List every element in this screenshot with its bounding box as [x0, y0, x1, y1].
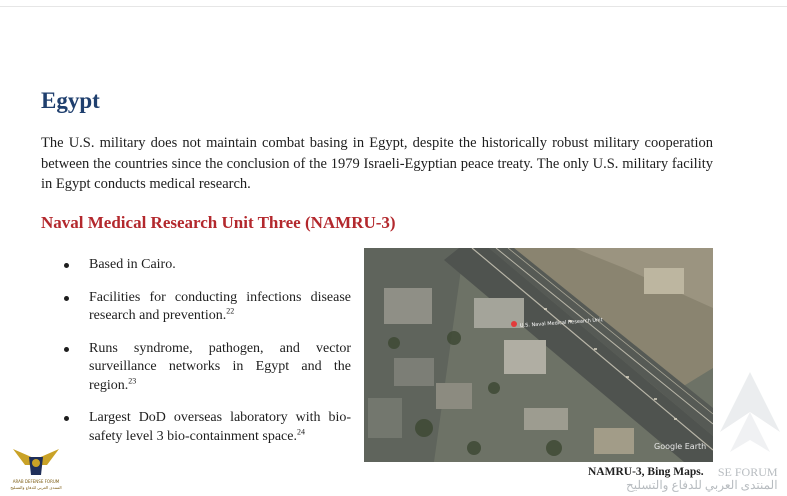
watermark-wing-icon: [720, 372, 780, 452]
watermark: [626, 466, 778, 492]
watermark-line1: SE FORUM: [717, 465, 778, 479]
satellite-map-image: [364, 248, 713, 462]
footnote-ref[interactable]: 22: [226, 306, 235, 316]
section-title: Naval Medical Research Unit Three (NAMRU-3): [41, 213, 396, 232]
forum-logo: [3, 445, 69, 490]
bullet-text: Largest DoD overseas laboratory with bio-safety level 3 bio-containment space.: [89, 410, 351, 444]
forum-emblem-icon: [3, 445, 69, 479]
forum-logo-line2: المنتدى العربي للدفاع والتسليح: [10, 485, 62, 490]
map-place-label: U.S. Naval Medical Research Unit: [519, 317, 603, 329]
bullet-text: Based in Cairo.: [89, 257, 176, 272]
bullet-text: Facilities for conducting infections disease research and prevention.: [89, 289, 351, 323]
google-earth-attribution: Google Earth: [654, 442, 707, 451]
bullet-icon: [64, 263, 69, 268]
top-rule: [0, 6, 787, 7]
footnote-ref[interactable]: 23: [128, 375, 137, 385]
list-item: [41, 340, 351, 396]
footnote-ref[interactable]: 24: [296, 426, 305, 436]
bullet-list: [41, 256, 351, 460]
page-title: Egypt: [41, 88, 100, 113]
figure-caption: NAMRU-3, Bing Maps.: [588, 466, 704, 478]
list-item: [41, 289, 351, 326]
list-item: [41, 409, 351, 446]
intro-paragraph: The U.S. military does not maintain combat basing in Egypt, despite the historically robust military cooperation between the countries since the conclusion of the 1979 Israeli-Egyptian peace treaty. The only U.S. military facility in Egypt conducts medical research.: [41, 135, 713, 192]
forum-logo-line1: ARAB DEFENSE FORUM: [12, 479, 60, 484]
bullet-icon: [64, 296, 69, 301]
list-item: [41, 256, 351, 275]
bullet-text: Runs syndrome, pathogen, and vector surveillance networks in Egypt and the region.: [89, 340, 351, 393]
bullet-icon: [64, 416, 69, 421]
bullet-icon: [64, 347, 69, 352]
watermark-line2: المنتدى العربي للدفاع والتسليح: [626, 478, 778, 492]
